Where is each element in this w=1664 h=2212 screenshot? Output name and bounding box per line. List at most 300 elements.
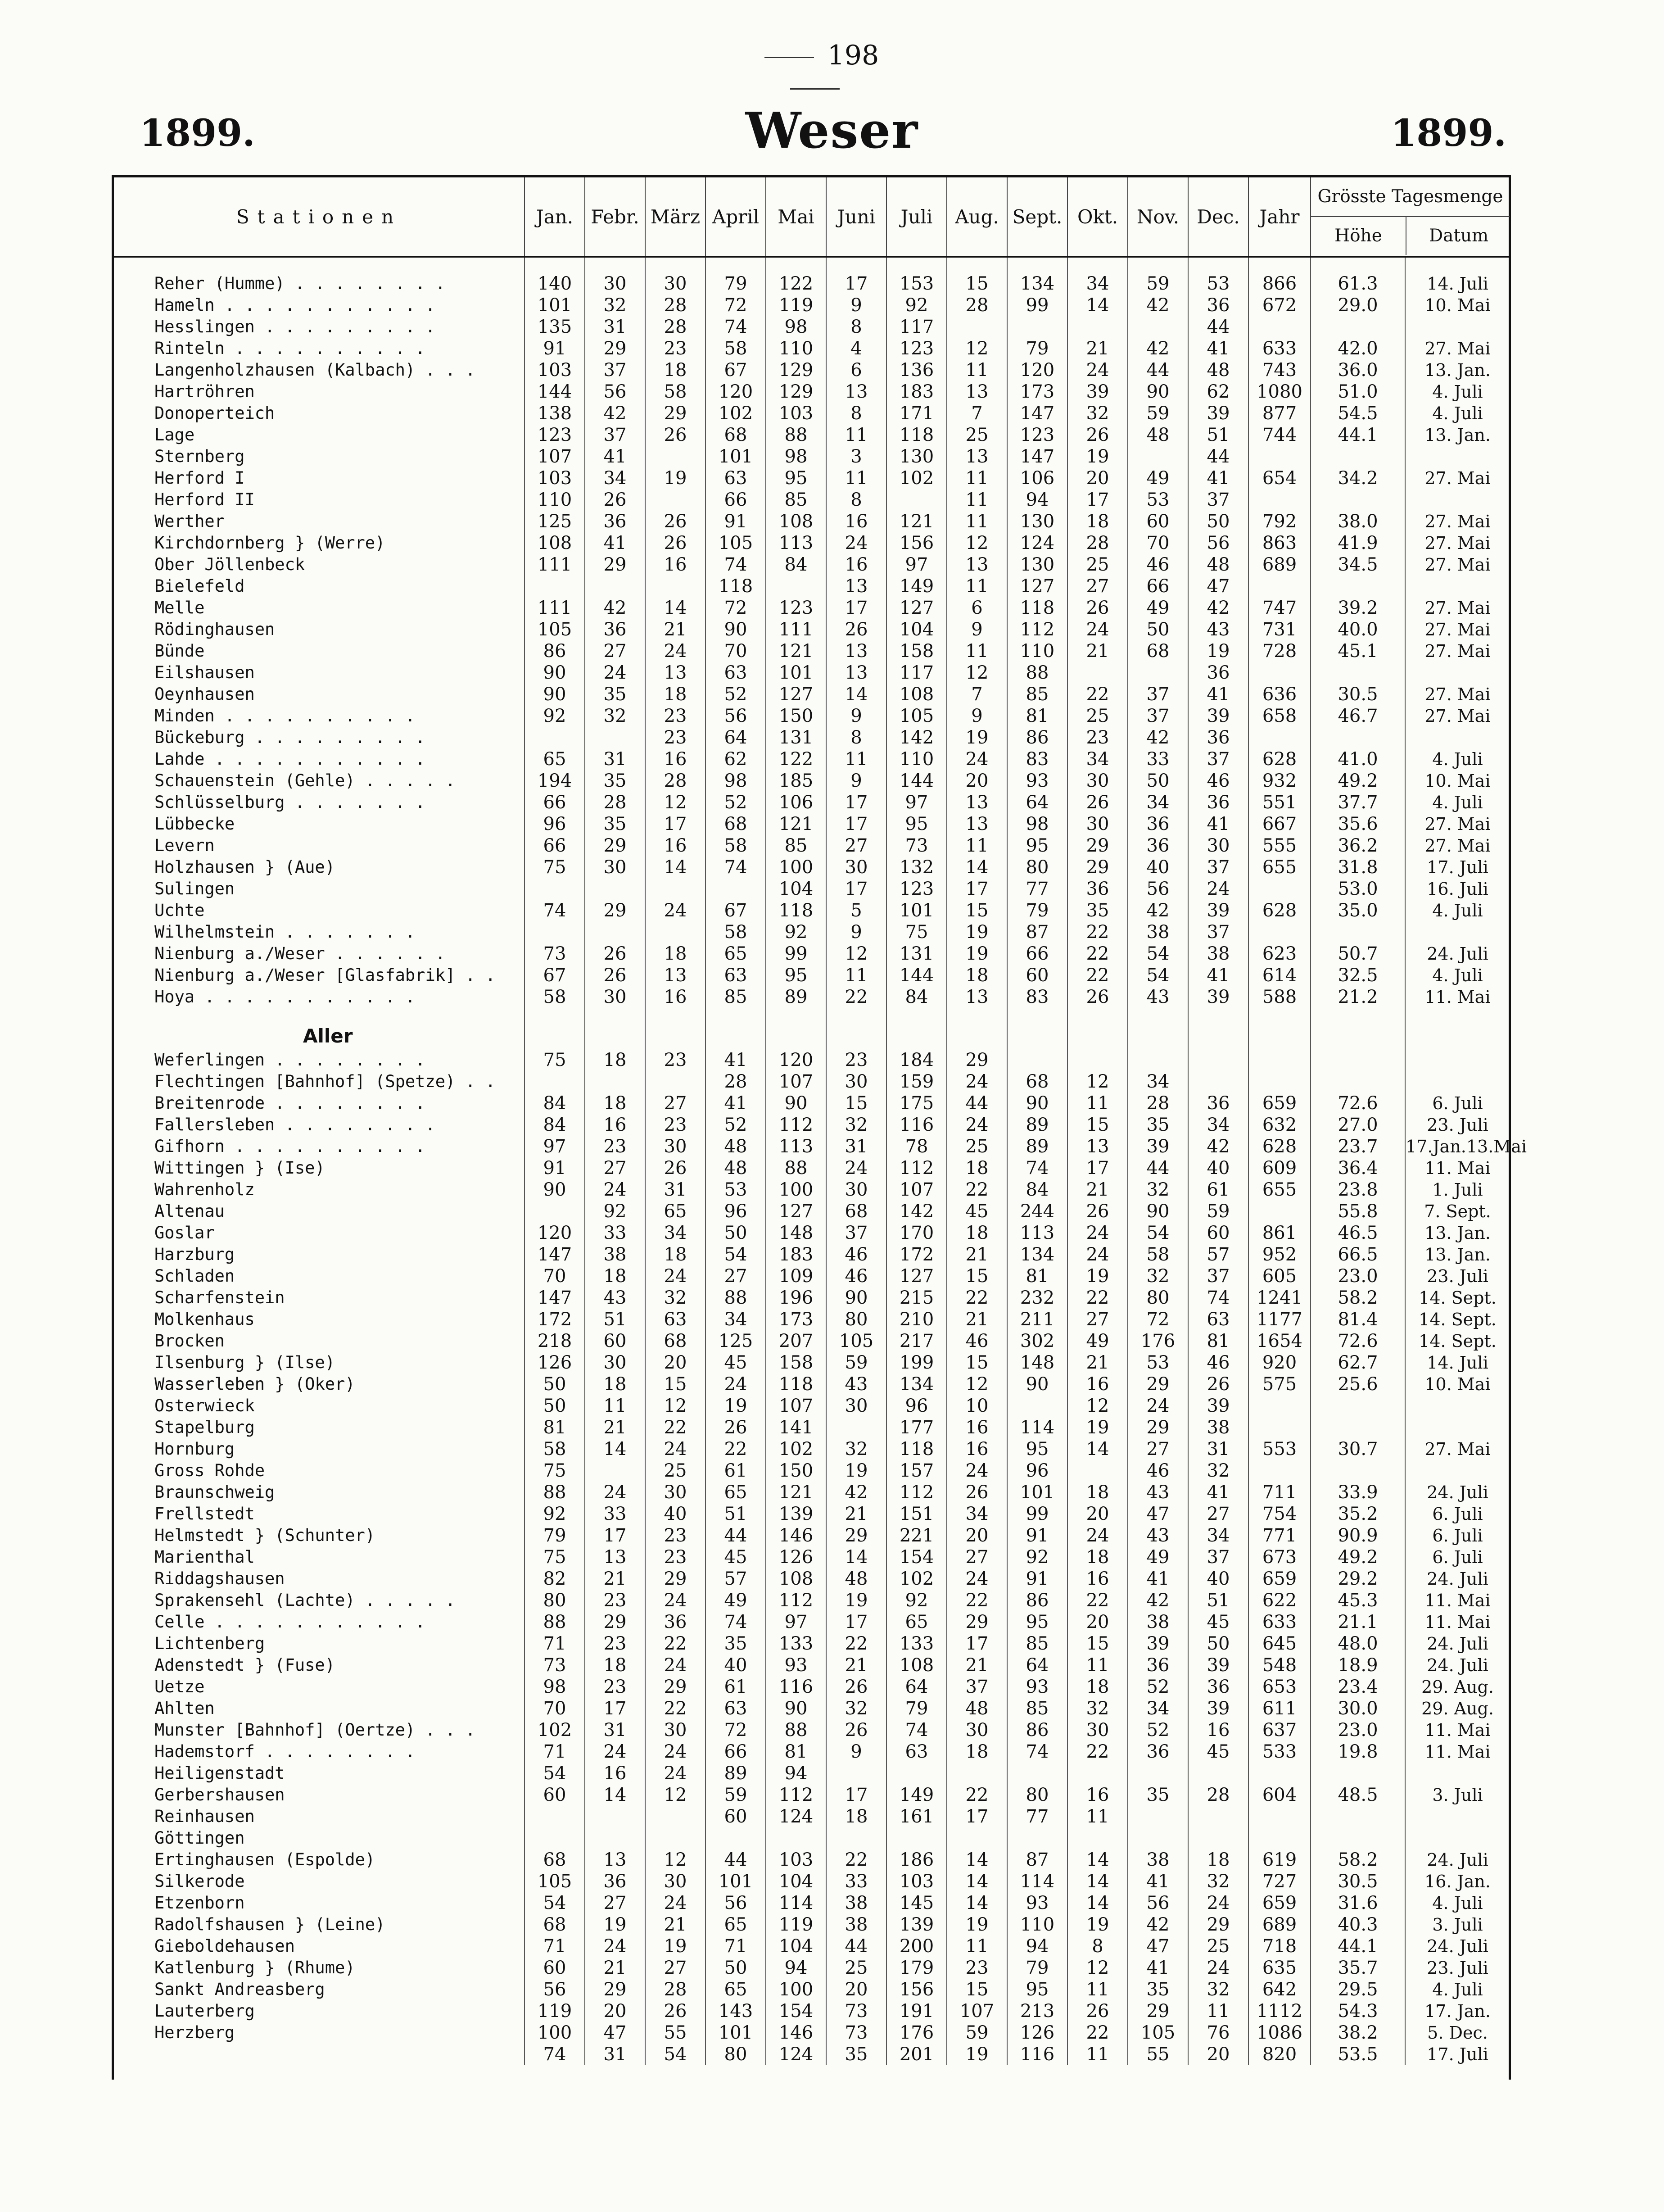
- month-value: 53: [1128, 489, 1188, 511]
- month-value: 29: [585, 338, 645, 359]
- month-value: 30: [1067, 813, 1128, 835]
- month-value: 30: [645, 1719, 705, 1741]
- month-value: 29: [947, 1611, 1007, 1633]
- month-value: 92: [525, 705, 585, 727]
- max-date: 27. Mai: [1424, 620, 1491, 639]
- table-row: [114, 295, 1510, 316]
- month-value: [1188, 1827, 1248, 1849]
- table-cell: [525, 257, 585, 273]
- table-row: [114, 597, 1510, 619]
- month-value: 22: [645, 1698, 705, 1719]
- month-value: 21: [826, 1654, 886, 1676]
- max-date: [1405, 1806, 1510, 1827]
- month-value: 72: [705, 1719, 766, 1741]
- month-value: 172: [525, 1309, 585, 1330]
- month-value: 114: [1007, 1871, 1067, 1892]
- month-value: 35: [585, 813, 645, 835]
- max-date: 4. Juli: [1432, 1980, 1483, 1999]
- month-value: 90: [1128, 381, 1188, 403]
- month-value: 29: [645, 1568, 705, 1590]
- table-row: [114, 1525, 1510, 1546]
- month-value: [1128, 1827, 1188, 1849]
- month-value: 97: [886, 554, 947, 576]
- month-value: [585, 1806, 645, 1827]
- month-value: 112: [886, 1482, 947, 1503]
- month-value: 21: [585, 1957, 645, 1979]
- month-value: 13: [947, 381, 1007, 403]
- table-cell: [1067, 1008, 1128, 1023]
- header-max-date: Datum: [1429, 226, 1489, 246]
- month-value: 11: [947, 835, 1007, 857]
- month-value: 157: [886, 1460, 947, 1482]
- month-value: 57: [705, 1568, 766, 1590]
- month-value: [947, 1763, 1007, 1784]
- month-value: 144: [886, 770, 947, 792]
- month-value: 11: [1188, 2000, 1248, 2022]
- max-height: 61.3: [1311, 273, 1405, 295]
- month-value: 14: [1067, 1871, 1128, 1892]
- month-value: 6: [947, 597, 1007, 619]
- table-cell: [1248, 1023, 1311, 1049]
- month-value: 37: [1188, 1546, 1248, 1568]
- station-name: Nienburg a./Weser [Glasfabrik] . .: [114, 965, 525, 986]
- month-value: 34: [705, 1309, 766, 1330]
- month-value: 232: [1007, 1287, 1067, 1309]
- month-value: 81: [766, 1741, 826, 1763]
- max-date: 10. Mai: [1424, 771, 1491, 791]
- month-value: 74: [525, 2044, 585, 2065]
- month-value: 123: [525, 424, 585, 446]
- month-value: 85: [766, 489, 826, 511]
- month-value: 158: [766, 1352, 826, 1373]
- table-cell: [1007, 257, 1067, 273]
- year-total: [1248, 1827, 1311, 1849]
- month-value: 90: [525, 1179, 585, 1201]
- month-value: 11: [1067, 1654, 1128, 1676]
- max-date: 27. Mai: [1424, 814, 1491, 834]
- month-value: 92: [766, 921, 826, 943]
- month-value: 63: [1188, 1309, 1248, 1330]
- month-value: 14: [826, 1546, 886, 1568]
- month-value: 22: [1067, 1287, 1128, 1309]
- year-total: [1248, 1806, 1311, 1827]
- month-value: 14: [826, 684, 886, 705]
- month-value: 45: [705, 1546, 766, 1568]
- month-value: 60: [1007, 965, 1067, 986]
- max-date: [1405, 489, 1510, 511]
- month-value: 43: [826, 1373, 886, 1395]
- max-date: 17. Jan.: [1424, 2001, 1491, 2021]
- month-value: 46: [1128, 1460, 1188, 1482]
- table-body: [114, 257, 1527, 2065]
- month-value: 101: [886, 900, 947, 921]
- max-height: 19.8: [1311, 1741, 1405, 1763]
- month-value: 74: [1007, 1157, 1067, 1179]
- year-total: [1248, 1071, 1311, 1092]
- month-value: 68: [826, 1201, 886, 1222]
- month-value: 23: [645, 1525, 705, 1546]
- year-total: 655: [1248, 1179, 1311, 1201]
- table-cell: [947, 1008, 1007, 1023]
- month-value: 185: [766, 770, 826, 792]
- max-date: [1405, 1071, 1510, 1092]
- month-value: 112: [766, 1114, 826, 1136]
- table-cell: [1248, 1008, 1311, 1023]
- month-value: 42: [1128, 1914, 1188, 1936]
- max-date: 14. Sept.: [1419, 1310, 1497, 1329]
- month-value: 29: [1128, 2000, 1188, 2022]
- month-value: 44: [826, 1936, 886, 1957]
- month-value: 36: [1188, 295, 1248, 316]
- month-value: 18: [947, 965, 1007, 986]
- max-height: 49.2: [1311, 770, 1405, 792]
- month-value: [1128, 1049, 1188, 1071]
- month-value: 58: [645, 381, 705, 403]
- max-height: 36.4: [1311, 1157, 1405, 1179]
- month-value: 112: [1007, 619, 1067, 640]
- month-value: 147: [525, 1287, 585, 1309]
- year-total: 727: [1248, 1871, 1311, 1892]
- month-value: [1188, 1071, 1248, 1092]
- table-row: [114, 424, 1510, 446]
- month-value: 73: [826, 2000, 886, 2022]
- table-cell: [947, 1023, 1007, 1049]
- month-value: 108: [886, 684, 947, 705]
- table-cell: [1128, 1008, 1188, 1023]
- max-date: 13. Jan.: [1424, 1223, 1491, 1243]
- table-row: [114, 1892, 1510, 1914]
- year-total: 637: [1248, 1719, 1311, 1741]
- table-row: [114, 1568, 1510, 1590]
- month-value: 107: [766, 1071, 826, 1092]
- month-value: 154: [766, 2000, 826, 2022]
- max-date: 27. Mai: [1424, 706, 1491, 726]
- month-value: 156: [886, 532, 947, 554]
- month-value: 170: [886, 1222, 947, 1244]
- month-value: 80: [1128, 1287, 1188, 1309]
- month-value: 95: [1007, 1979, 1067, 2000]
- year-total: 1080: [1248, 381, 1311, 403]
- table-row: [114, 662, 1510, 684]
- month-value: 14: [1067, 1849, 1128, 1871]
- station-name: Donoperteich: [114, 403, 525, 424]
- year-total: [1248, 316, 1311, 338]
- month-value: 24: [645, 1892, 705, 1914]
- station-name: Osterwieck: [114, 1395, 525, 1417]
- max-date: 5. Dec.: [1427, 2023, 1488, 2043]
- max-height: 34.5: [1311, 554, 1405, 576]
- month-value: 151: [886, 1503, 947, 1525]
- month-value: 30: [645, 273, 705, 295]
- month-value: 11: [826, 965, 886, 986]
- month-value: 196: [766, 1287, 826, 1309]
- month-value: 16: [585, 1763, 645, 1784]
- table-row: [114, 446, 1510, 467]
- month-value: 73: [886, 835, 947, 857]
- month-value: 60: [1128, 511, 1188, 532]
- month-value: 176: [886, 2022, 947, 2044]
- month-value: 39: [1128, 1633, 1188, 1654]
- spacer-row: [114, 257, 1510, 273]
- month-value: 21: [585, 1568, 645, 1590]
- station-name: Flechtingen [Bahnhof] (Spetze) . .: [114, 1071, 525, 1092]
- month-value: 127: [886, 597, 947, 619]
- max-date: 4. Juli: [1432, 793, 1483, 812]
- month-value: 4: [826, 338, 886, 359]
- month-value: 70: [525, 1698, 585, 1719]
- month-value: 65: [705, 1914, 766, 1936]
- header-row: [114, 177, 1510, 257]
- month-value: 36: [585, 511, 645, 532]
- month-value: 98: [705, 770, 766, 792]
- month-value: 11: [585, 1395, 645, 1417]
- month-value: 24: [1188, 878, 1248, 900]
- station-name: Ilsenburg } (Ilse): [114, 1352, 525, 1373]
- max-date: 27. Mai: [1424, 533, 1491, 553]
- month-value: 92: [1007, 1546, 1067, 1568]
- month-value: 183: [766, 1244, 826, 1265]
- table-cell: [1311, 257, 1405, 273]
- month-value: 207: [766, 1330, 826, 1352]
- month-value: 18: [645, 359, 705, 381]
- year-total: 863: [1248, 532, 1311, 554]
- month-value: 85: [705, 986, 766, 1008]
- month-value: 101: [705, 446, 766, 467]
- month-value: 59: [947, 2022, 1007, 2044]
- month-value: 26: [585, 965, 645, 986]
- month-value: 119: [766, 295, 826, 316]
- month-value: 90: [1007, 1092, 1067, 1114]
- max-date: 1. Juli: [1432, 1180, 1483, 1200]
- month-value: 37: [947, 1676, 1007, 1698]
- month-value: 9: [947, 705, 1007, 727]
- station-name: Helmstedt } (Schunter): [114, 1525, 525, 1546]
- month-value: 52: [705, 1114, 766, 1136]
- max-date: [1405, 662, 1510, 684]
- month-value: 97: [525, 1136, 585, 1157]
- month-value: 90: [1007, 1373, 1067, 1395]
- month-value: 17: [826, 273, 886, 295]
- month-value: 37: [585, 359, 645, 381]
- table-row: [114, 511, 1510, 532]
- month-value: 8: [826, 316, 886, 338]
- max-height: [1311, 1395, 1405, 1417]
- max-height: 35.2: [1311, 1503, 1405, 1525]
- month-value: 14: [645, 857, 705, 878]
- month-value: 46: [826, 1244, 886, 1265]
- year-total: 605: [1248, 1265, 1311, 1287]
- station-name: Riddagshausen: [114, 1568, 525, 1590]
- month-value: 102: [705, 403, 766, 424]
- month-value: 158: [886, 640, 947, 662]
- station-name: Altenau: [114, 1201, 525, 1222]
- month-value: 119: [525, 2000, 585, 2022]
- header-max-sub: [1311, 217, 1510, 255]
- month-value: 13: [947, 554, 1007, 576]
- month-value: 36: [1188, 662, 1248, 684]
- month-value: 173: [1007, 381, 1067, 403]
- month-value: 86: [1007, 1719, 1067, 1741]
- month-value: 25: [947, 1136, 1007, 1157]
- month-value: 74: [705, 857, 766, 878]
- month-value: [525, 921, 585, 943]
- month-value: 27: [705, 1265, 766, 1287]
- month-value: 25: [826, 1957, 886, 1979]
- month-value: 7: [947, 684, 1007, 705]
- month-value: 24: [947, 1071, 1007, 1092]
- section-row: [114, 1023, 1510, 1049]
- year-total: 689: [1248, 554, 1311, 576]
- month-value: 39: [1188, 1654, 1248, 1676]
- table-cell: [1067, 1023, 1128, 1049]
- table-row: [114, 1287, 1510, 1309]
- month-value: [525, 727, 585, 748]
- table-row: [114, 1049, 1510, 1071]
- month-value: 41: [1188, 338, 1248, 359]
- month-value: 121: [766, 813, 826, 835]
- month-value: 29: [826, 1525, 886, 1546]
- max-date: 27. Mai: [1424, 641, 1491, 661]
- month-value: 20: [826, 1979, 886, 2000]
- month-value: 11: [826, 467, 886, 489]
- month-value: 16: [826, 511, 886, 532]
- max-date: 24. Juli: [1427, 1655, 1488, 1675]
- month-value: 59: [1188, 1201, 1248, 1222]
- month-value: 36: [1128, 835, 1188, 857]
- station-name: Radolfshausen } (Leine): [114, 1914, 525, 1936]
- max-height: 23.8: [1311, 1179, 1405, 1201]
- station-name: Brocken: [114, 1330, 525, 1352]
- month-value: 21: [1067, 640, 1128, 662]
- month-value: 3: [826, 446, 886, 467]
- month-value: 123: [886, 338, 947, 359]
- month-value: 102: [525, 1719, 585, 1741]
- table-row: [114, 576, 1510, 597]
- month-value: 44: [1188, 316, 1248, 338]
- station-name: Nienburg a./Weser . . . . . .: [114, 943, 525, 965]
- month-value: 66: [705, 489, 766, 511]
- month-value: 16: [645, 986, 705, 1008]
- max-height: 45.3: [1311, 1590, 1405, 1611]
- table-cell: [1405, 257, 1510, 273]
- month-value: 14: [645, 597, 705, 619]
- month-value: 221: [886, 1525, 947, 1546]
- month-value: 54: [525, 1763, 585, 1784]
- month-value: 73: [525, 1654, 585, 1676]
- month-value: 111: [766, 619, 826, 640]
- month-value: 43: [1188, 619, 1248, 640]
- header-month: Okt.: [1067, 177, 1128, 257]
- table-cell: [826, 1008, 886, 1023]
- month-value: 13: [826, 381, 886, 403]
- month-value: 147: [525, 1244, 585, 1265]
- month-value: 17: [947, 1806, 1007, 1827]
- month-value: 22: [947, 1179, 1007, 1201]
- month-value: 21: [947, 1654, 1007, 1676]
- month-value: 33: [585, 1222, 645, 1244]
- year-total: 659: [1248, 1092, 1311, 1114]
- max-height: [1311, 1417, 1405, 1438]
- table-row: [114, 705, 1510, 727]
- month-value: 64: [886, 1676, 947, 1698]
- table-row: [114, 273, 1510, 295]
- max-date: 4. Juli: [1432, 1893, 1483, 1913]
- max-date: 24. Juli: [1427, 1569, 1488, 1589]
- month-value: [766, 576, 826, 597]
- max-height: 53.0: [1311, 878, 1405, 900]
- month-value: 21: [947, 1309, 1007, 1330]
- month-value: 72: [705, 597, 766, 619]
- table-row: [114, 1763, 1510, 1784]
- month-value: 73: [826, 2022, 886, 2044]
- year-total: 673: [1248, 1546, 1311, 1568]
- month-value: 18: [585, 1654, 645, 1676]
- month-value: 33: [585, 1503, 645, 1525]
- month-value: 59: [826, 1352, 886, 1373]
- year-total: 866: [1248, 273, 1311, 295]
- month-value: 48: [826, 1568, 886, 1590]
- table-cell: [766, 1023, 826, 1049]
- month-value: 135: [525, 316, 585, 338]
- month-value: 90: [1128, 1201, 1188, 1222]
- month-value: 104: [886, 619, 947, 640]
- month-value: 93: [766, 1654, 826, 1676]
- month-value: 113: [766, 532, 826, 554]
- month-value: 51: [585, 1309, 645, 1330]
- month-value: 171: [886, 403, 947, 424]
- month-value: 121: [766, 1482, 826, 1503]
- month-value: 31: [826, 1136, 886, 1157]
- month-value: 161: [886, 1806, 947, 1827]
- month-value: [705, 1827, 766, 1849]
- page-number: 198: [720, 40, 909, 103]
- station-name: Goslar: [114, 1222, 525, 1244]
- month-value: 114: [1007, 1417, 1067, 1438]
- month-value: [645, 576, 705, 597]
- month-value: 13: [826, 662, 886, 684]
- month-value: 24: [947, 748, 1007, 770]
- month-value: [585, 1071, 645, 1092]
- month-value: 127: [1007, 576, 1067, 597]
- month-value: [1007, 1827, 1067, 1849]
- month-value: 11: [947, 511, 1007, 532]
- month-value: 100: [525, 2022, 585, 2044]
- month-value: 46: [1128, 554, 1188, 576]
- month-value: 42: [826, 1482, 886, 1503]
- max-date: 27. Mai: [1424, 598, 1491, 618]
- month-value: 29: [585, 835, 645, 857]
- month-value: 140: [525, 273, 585, 295]
- station-name: Herford I: [114, 467, 525, 489]
- table-cell: [1405, 1023, 1510, 1049]
- spacer-row: [114, 1008, 1510, 1023]
- month-value: 6: [826, 359, 886, 381]
- max-date: 23. Juli: [1427, 1958, 1488, 1978]
- month-value: 84: [525, 1114, 585, 1136]
- max-height: 62.7: [1311, 1352, 1405, 1373]
- month-value: 147: [1007, 446, 1067, 467]
- max-height: [1311, 1460, 1405, 1482]
- month-value: 37: [1128, 705, 1188, 727]
- month-value: 13: [1067, 1136, 1128, 1157]
- table-row: [114, 835, 1510, 857]
- month-value: 56: [1128, 1892, 1188, 1914]
- month-value: 19: [645, 467, 705, 489]
- month-value: 31: [645, 1179, 705, 1201]
- month-value: 45: [1188, 1741, 1248, 1763]
- month-value: 18: [585, 1049, 645, 1071]
- month-value: 126: [525, 1352, 585, 1373]
